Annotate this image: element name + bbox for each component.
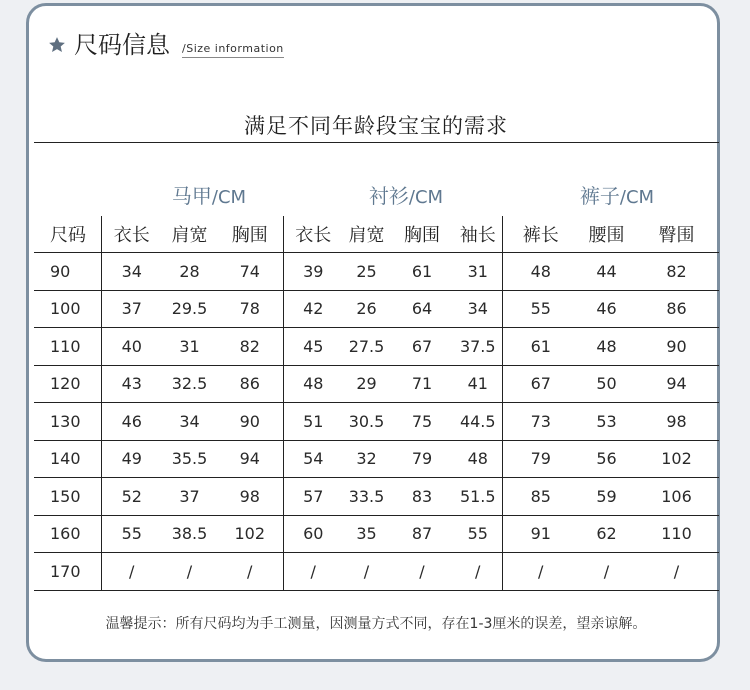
column-header: 尺码	[34, 216, 101, 253]
table-cell: 32.5	[162, 365, 217, 403]
table-cell: 71	[390, 365, 454, 403]
table-cell: /	[343, 553, 390, 591]
table-cell: 60	[283, 515, 343, 553]
table-cell: 56	[579, 440, 634, 478]
table-cell: 29	[343, 365, 390, 403]
table-header-row	[34, 216, 719, 253]
table-cell: 82	[634, 253, 719, 291]
table-cell: /	[101, 553, 162, 591]
table-cell: 28	[162, 253, 217, 291]
table-cell: 75	[390, 403, 454, 441]
heading-divider	[34, 142, 719, 143]
table-cell: 45	[283, 328, 343, 366]
table-cell: 57	[283, 478, 343, 516]
table-row	[34, 478, 719, 516]
table-cell: 73	[502, 403, 579, 441]
table-cell: 48	[454, 440, 502, 478]
table-cell: 90	[217, 403, 283, 441]
table-cell: 35	[343, 515, 390, 553]
table-cell: 32	[343, 440, 390, 478]
table-cell: 34	[101, 253, 162, 291]
table-cell: 83	[390, 478, 454, 516]
group-label-shirt: 衬衫/CM	[368, 184, 444, 208]
footnote: 温馨提示：所有尺码均为手工测量，因测量方式不同，存在1-3厘米的误差，望亲谅解。	[105, 616, 647, 632]
table-cell: 26	[343, 290, 390, 328]
table-cell: 34	[162, 403, 217, 441]
table-cell: 98	[217, 478, 283, 516]
column-header: 胸围	[217, 216, 283, 253]
table-cell: 43	[101, 365, 162, 403]
table-cell: 37	[162, 478, 217, 516]
table-cell: 50	[579, 365, 634, 403]
table-cell: 39	[283, 253, 343, 291]
table-row	[34, 515, 719, 553]
column-header: 衣长	[113, 225, 150, 246]
section-subtitle: /Size information	[182, 42, 284, 58]
table-cell: 64	[390, 290, 454, 328]
table-cell: 44	[579, 253, 634, 291]
size-info-card	[26, 3, 720, 662]
table-cell: 27.5	[343, 328, 390, 366]
table-cell: 37.5	[454, 328, 502, 366]
table-cell: 79	[502, 440, 579, 478]
table-row	[34, 290, 719, 328]
column-header: 臀围	[658, 225, 695, 246]
table-heading: 满足不同年龄段宝宝的需求	[244, 114, 508, 138]
column-header: 裤长	[522, 225, 559, 246]
table-cell: 30.5	[343, 403, 390, 441]
column-header: 腰围	[588, 225, 625, 246]
table-cell: 34	[454, 290, 502, 328]
table-row	[34, 403, 719, 441]
table-cell: /	[502, 553, 579, 591]
group-label-vest: 马甲/CM	[171, 184, 247, 208]
column-header: 肩宽	[171, 225, 208, 246]
table-cell: 48	[579, 328, 634, 366]
table-cell: /	[283, 553, 343, 591]
table-cell: 55	[502, 290, 579, 328]
size-cell: 170	[34, 553, 101, 591]
table-cell: 42	[283, 290, 343, 328]
size-cell: 120	[34, 365, 101, 403]
column-header: 胸围	[404, 225, 440, 246]
table-cell: 41	[454, 365, 502, 403]
table-row	[34, 253, 719, 291]
table-cell: 52	[101, 478, 162, 516]
table-cell: 87	[390, 515, 454, 553]
table-cell: 67	[390, 328, 454, 366]
table-cell: 59	[579, 478, 634, 516]
table-cell: 35.5	[162, 440, 217, 478]
column-header: 衣长	[295, 225, 332, 246]
table-cell: /	[634, 553, 719, 591]
size-table	[34, 216, 719, 591]
table-cell: 102	[217, 515, 283, 553]
section-title: 尺码信息	[74, 31, 170, 59]
table-row	[34, 440, 719, 478]
size-cell: 140	[34, 440, 101, 478]
table-cell: 61	[390, 253, 454, 291]
table-cell: 38.5	[162, 515, 217, 553]
table-cell: 46	[579, 290, 634, 328]
table-cell: 85	[502, 478, 579, 516]
table-cell: /	[579, 553, 634, 591]
table-cell: 31	[162, 328, 217, 366]
table-cell: 110	[634, 515, 719, 553]
size-cell: 100	[34, 290, 101, 328]
table-cell: 44.5	[454, 403, 502, 441]
table-cell: 94	[217, 440, 283, 478]
group-label-pants: 裤子/CM	[579, 184, 655, 208]
star-icon	[48, 36, 66, 54]
table-cell: 82	[217, 328, 283, 366]
table-cell: 48	[283, 365, 343, 403]
table-cell: 48	[502, 253, 579, 291]
table-cell: 98	[634, 403, 719, 441]
table-row	[34, 553, 719, 591]
table-cell: 74	[217, 253, 283, 291]
table-cell: 51	[283, 403, 343, 441]
table-cell: 51.5	[454, 478, 502, 516]
table-cell: 37	[101, 290, 162, 328]
table-cell: /	[162, 553, 217, 591]
column-header: 袖长	[454, 216, 502, 253]
size-cell: 130	[34, 403, 101, 441]
table-cell: 94	[634, 365, 719, 403]
table-cell: 106	[634, 478, 719, 516]
table-cell: 86	[217, 365, 283, 403]
table-cell: 79	[390, 440, 454, 478]
size-cell: 110	[34, 328, 101, 366]
table-row	[34, 365, 719, 403]
size-cell: 90	[34, 253, 101, 291]
table-cell: 55	[101, 515, 162, 553]
table-row	[34, 328, 719, 366]
table-cell: /	[390, 553, 454, 591]
table-cell: 61	[502, 328, 579, 366]
size-cell: 160	[34, 515, 101, 553]
table-cell: 25	[343, 253, 390, 291]
table-cell: 62	[579, 515, 634, 553]
column-header: 肩宽	[348, 225, 385, 246]
table-cell: 102	[634, 440, 719, 478]
size-cell: 150	[34, 478, 101, 516]
table-cell: 40	[101, 328, 162, 366]
table-cell: 78	[217, 290, 283, 328]
table-cell: 54	[283, 440, 343, 478]
table-cell: 31	[454, 253, 502, 291]
table-cell: 86	[634, 290, 719, 328]
table-cell: /	[217, 553, 283, 591]
table-cell: 46	[101, 403, 162, 441]
table-cell: 49	[101, 440, 162, 478]
table-cell: 29.5	[162, 290, 217, 328]
table-cell: 33.5	[343, 478, 390, 516]
table-cell: 90	[634, 328, 719, 366]
table-cell: 53	[579, 403, 634, 441]
table-cell: 67	[502, 365, 579, 403]
table-cell: /	[454, 553, 502, 591]
table-cell: 91	[502, 515, 579, 553]
section-header	[48, 30, 284, 60]
table-cell: 55	[454, 515, 502, 553]
